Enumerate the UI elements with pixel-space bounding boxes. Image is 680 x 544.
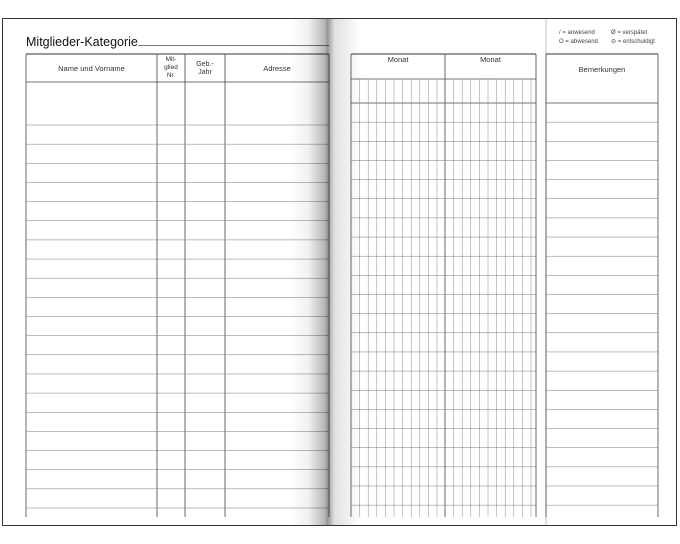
header-mitglied: glied — [164, 64, 178, 71]
header-month-1: Monat — [387, 55, 409, 64]
header-adresse: Adresse — [263, 64, 291, 73]
header-bemerkungen: Bemerkungen — [578, 65, 626, 74]
open-register-book — [2, 18, 677, 526]
legend-item-late: Ø = verspätet — [611, 30, 648, 36]
legend-item-absent: O = abwesend — [559, 39, 598, 45]
header-mitglied: Mit- — [165, 56, 177, 63]
header-month-2: Monat — [480, 55, 501, 64]
header-name: Name und Vorname — [58, 64, 125, 73]
header-mitglied: Nr. — [166, 72, 176, 79]
legend-item-present: / = anwesend — [559, 30, 595, 36]
header-geb: Geb.- — [196, 61, 214, 68]
legend-item-excused: ⊖ = entschuldigt — [611, 39, 655, 45]
header-geb: Jahr — [198, 69, 212, 76]
page-title: Mitglieder-Kategorie — [26, 35, 138, 49]
book-spine-shadow — [291, 19, 361, 525]
